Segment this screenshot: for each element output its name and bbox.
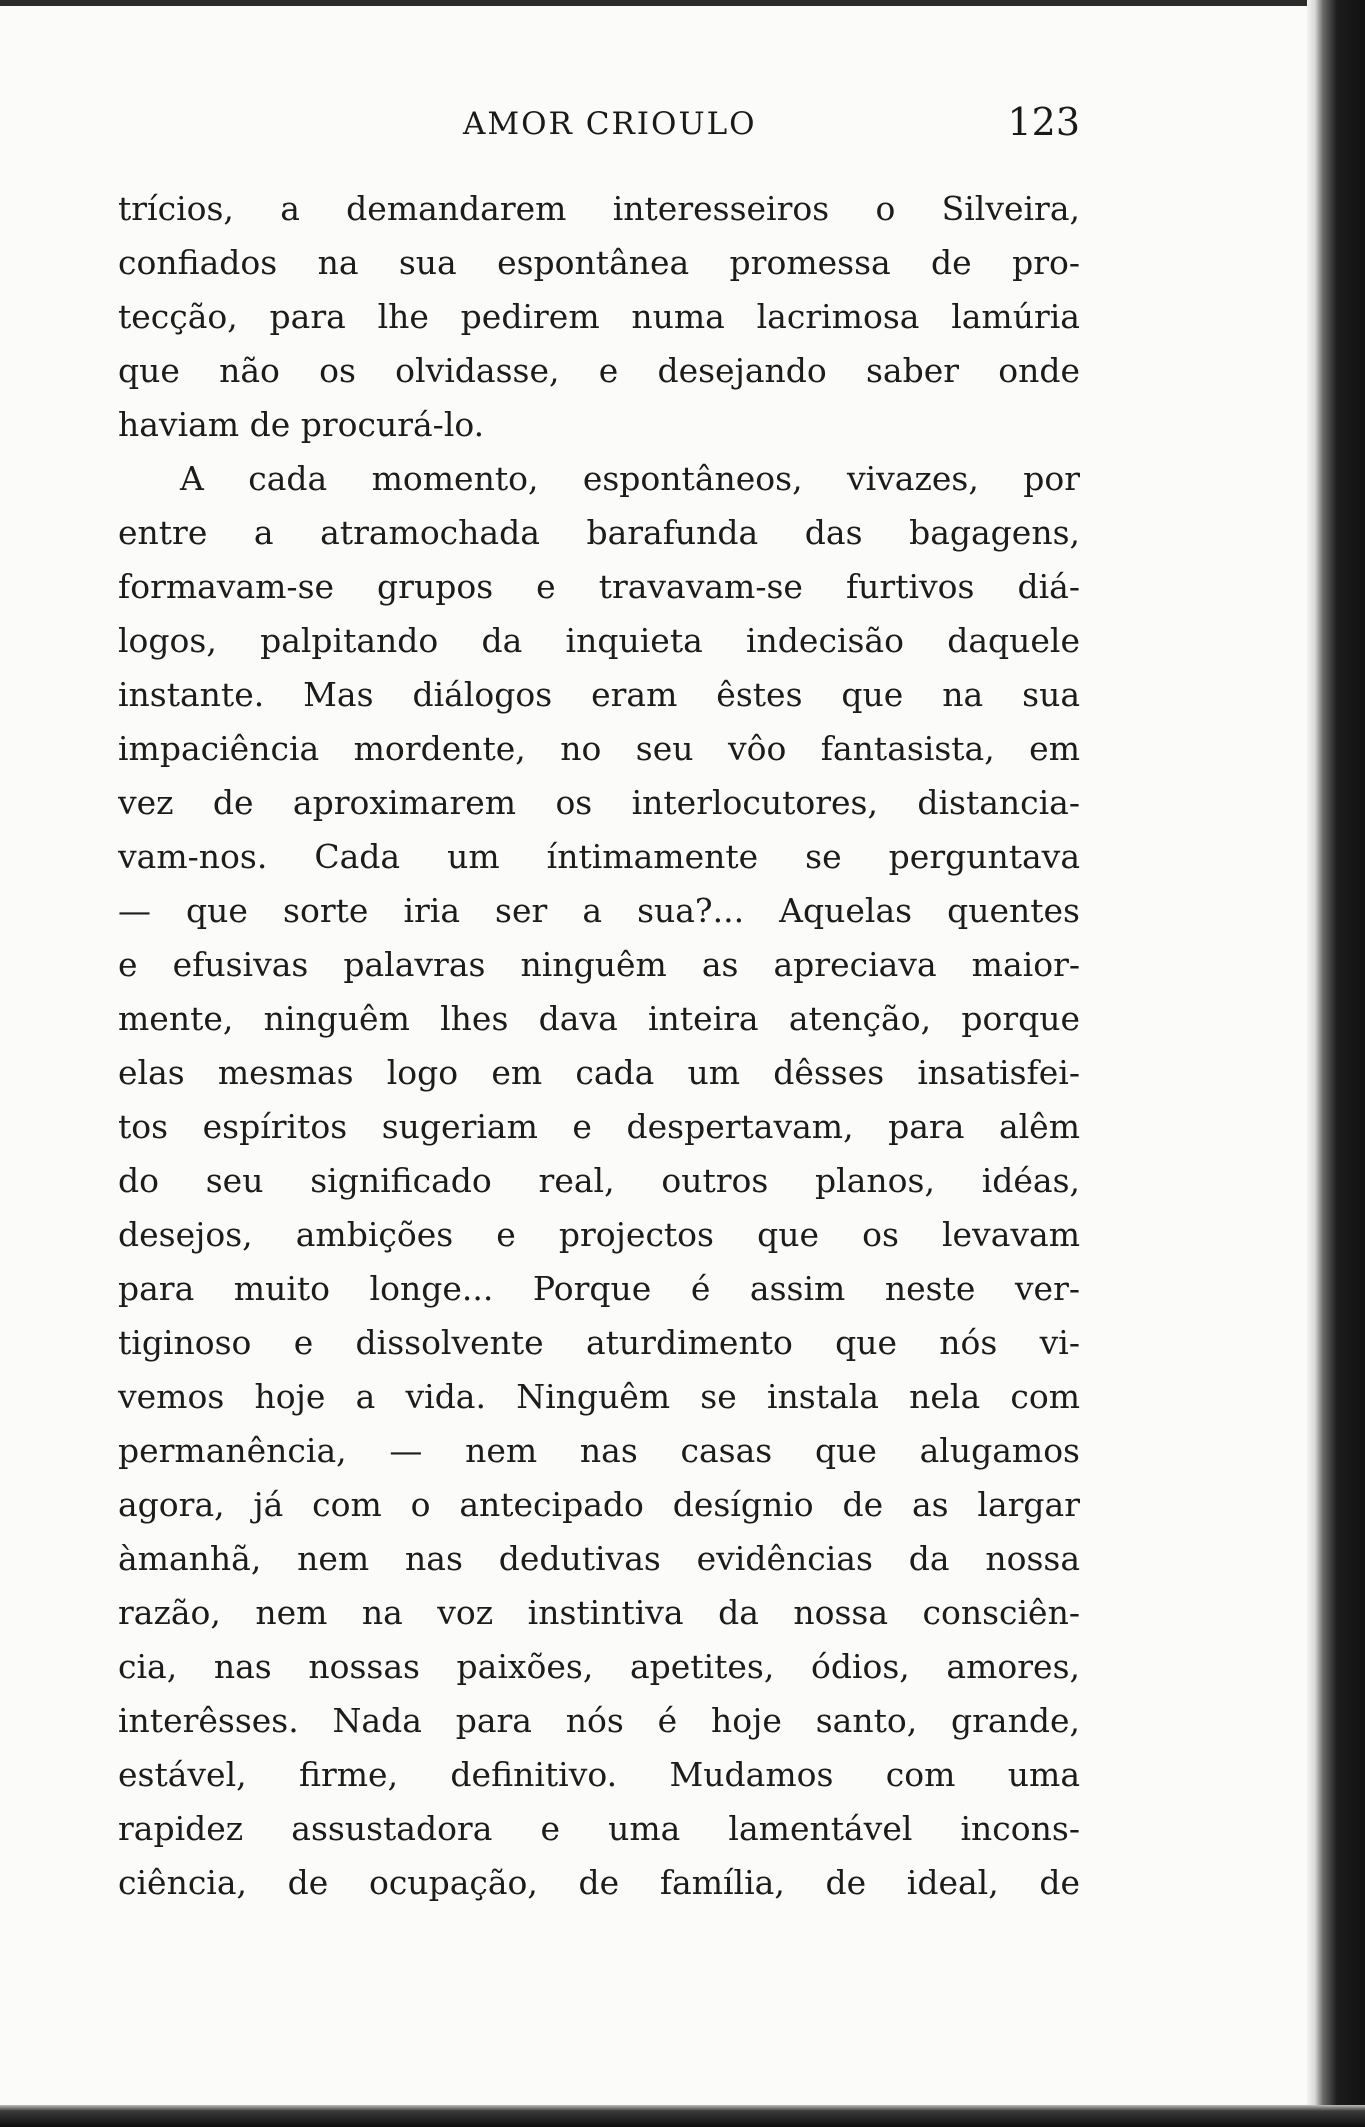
text-line: trícios, a demandarem interesseiros o Silveira, [118, 189, 1080, 228]
text-line: estável, firme, definitivo. Mudamos com uma [118, 1755, 1080, 1794]
text-line: e efusivas palavras ninguêm as apreciava maior- [118, 945, 1080, 984]
text-line: permanência, — nem nas casas que alugamos [118, 1431, 1080, 1470]
text-line: agora, já com o antecipado desígnio de as largar [118, 1485, 1080, 1524]
text-line: impaciência mordente, no seu vôo fantasista, em [118, 729, 1080, 768]
text-line: ciência, de ocupação, de família, de ideal, de [118, 1863, 1080, 1902]
text-line: razão, nem na voz instintiva da nossa consciên- [118, 1593, 1080, 1632]
scan-border-top [0, 0, 1365, 6]
text-line: tiginoso e dissolvente aturdimento que nós vi- [118, 1323, 1080, 1362]
scan-border-bottom [0, 2105, 1365, 2127]
text-line: desejos, ambições e projectos que os levavam [118, 1215, 1080, 1254]
body-text [118, 182, 1080, 1902]
text-line: tecção, para lhe pedirem numa lacrimosa lamúria [118, 297, 1080, 336]
text-line: logos, palpitando da inquieta indecisão daquele [118, 621, 1080, 660]
text-line: do seu significado real, outros planos, idéas, [118, 1161, 1080, 1200]
text-line: entre a atramochada barafunda das bagagens, [118, 513, 1080, 552]
text-line: vez de aproximarem os interlocutores, distancia- [118, 783, 1080, 822]
text-line: vemos hoje a vida. Ninguêm se instala nela com [118, 1377, 1080, 1416]
text-line: que não os olvidasse, e desejando saber onde [118, 351, 1080, 390]
text-line: formavam-se grupos e travavam-se furtivos diá- [118, 567, 1080, 606]
text-line: elas mesmas logo em cada um dêsses insatisfei- [118, 1053, 1080, 1092]
text-line: àmanhã, nem nas dedutivas evidências da nossa [118, 1539, 1080, 1578]
text-line: para muito longe... Porque é assim neste ver- [118, 1269, 1080, 1308]
text-line: instante. Mas diálogos eram êstes que na sua [118, 675, 1080, 714]
text-line: cia, nas nossas paixões, apetites, ódios, amores, [118, 1647, 1080, 1686]
text-line: A cada momento, espontâneos, vivazes, por [180, 459, 1080, 498]
page-header [118, 96, 1080, 156]
page-number: 123 [1007, 100, 1080, 144]
text-line: haviam de procurá-lo. [118, 405, 485, 444]
text-line: vam-nos. Cada um íntimamente se perguntava [118, 837, 1080, 876]
text-line: tos espíritos sugeriam e despertavam, para alêm [118, 1107, 1080, 1146]
running-title: AMOR CRIOULO [463, 106, 757, 142]
text-line: confiados na sua espontânea promessa de pro- [118, 243, 1080, 282]
text-line: rapidez assustadora e uma lamentável incons- [118, 1809, 1080, 1848]
scan-border-right [1307, 0, 1365, 2127]
text-line: mente, ninguêm lhes dava inteira atenção, porque [118, 999, 1080, 1038]
text-line: — que sorte iria ser a sua?... Aquelas quentes [118, 891, 1080, 930]
text-line: interêsses. Nada para nós é hoje santo, grande, [118, 1701, 1080, 1740]
